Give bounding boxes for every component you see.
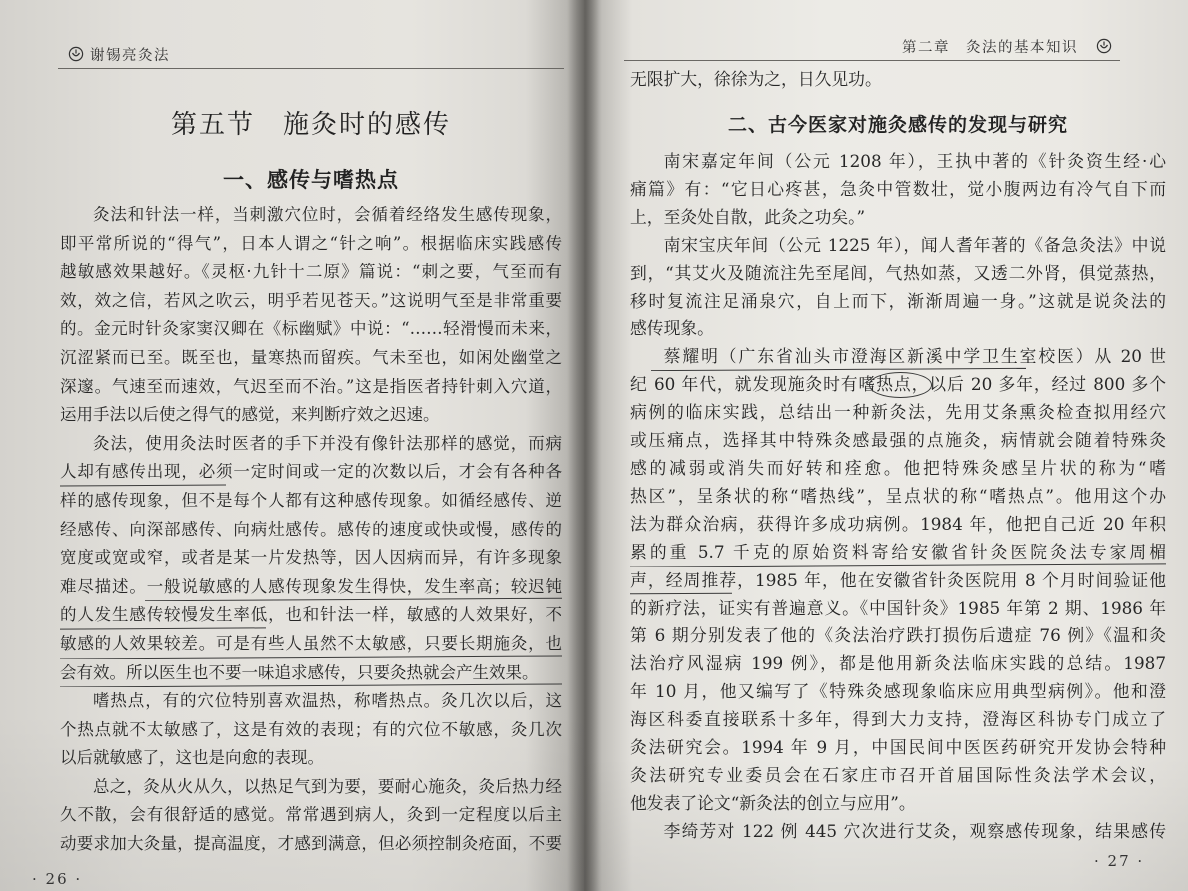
body-text-line: 嗜热点，有的穴位特别喜欢温热，称嗜热点。灸几次以后，这 <box>93 691 562 711</box>
section-title: 第五节 施灸时的感传 <box>170 110 451 140</box>
body-text-line: 的新疗法，证实有普遍意义。《中国针灸》1985 年第 2 期、1986 年 <box>630 597 1166 618</box>
continuation-line: 无限扩大，徐徐为之，日久见功。 <box>630 69 882 89</box>
body-text-line: 年 10 月，他又编写了《特殊灸感现象临床应用典型病例》。他和澄 <box>630 681 1166 702</box>
body-text-line: 感的减弱或消失而好转和痊愈。他把特殊灸感呈片状的称为“嗜 <box>630 457 1166 478</box>
body-text-line: 的人发生感传较慢发生率低，也和针法一样，敏感的人效果好，不 <box>60 601 562 630</box>
page-number: · 27 · <box>1094 852 1145 870</box>
left-page <box>0 0 584 891</box>
body-text-line: 总之，灸从火从久，以热足气到为要，要耐心施灸，灸后热力经 <box>93 776 562 796</box>
body-text-line: 到，“其艾火及随流注先至尾闾，气热如蒸，又透二外肾，俱觉蒸热， <box>630 262 1166 283</box>
body-text-line: 敏感的人效果较差。可是有些人虽然不太敏感，只要长期施灸，也 <box>60 630 562 659</box>
body-text-line: 运用手法以后使之得气的感觉，来判断疗效之迟速。 <box>60 405 440 425</box>
body-text-line: 即平常所说的“得气”，日本人谓之“针之响”。根据临床实践感传 <box>60 233 562 253</box>
body-text-line: 会有效。所以医生也不要一味追求感传，只要灸热就会产生效果。 <box>60 659 562 688</box>
body-text-line: 或压痛点，选择其中特殊灸感最强的点施灸，病情就会随着特殊灸 <box>630 430 1166 451</box>
body-text-line: 病例的临床实践，总结出一种新灸法，先用艾条熏灸检查拟用经穴 <box>630 402 1166 423</box>
body-text-line: 效，效之信，若风之吹云，明乎若见苍天。”这说明气至是非常重要 <box>60 290 562 310</box>
subsection-title: 一、感传与嗜热点 <box>223 167 399 192</box>
ornament-icon <box>68 46 84 62</box>
body-text-line: 南宋宝庆年间（公元 1225 年），闻人耆年著的《备急灸法》中说 <box>663 234 1166 255</box>
body-text-line: 热区”，呈条状的称“嗜热线”，呈点状的称“嗜热点”。他用这个办 <box>630 485 1166 506</box>
running-head: 第二章 灸法的基本知识 <box>902 40 1078 56</box>
body-text-line: 灸法，使用灸法时医者的手下并没有像针法那样的感觉，而病 <box>93 433 562 453</box>
body-text-line: 个热点就不太敏感了，这是有效的表现；有的穴位不敏感，灸几次 <box>60 719 562 739</box>
body-text-line: 法治疗风湿病 199 例》，都是他用新灸法临床实践的总结。1987 <box>630 653 1166 674</box>
body-text-line: 海区科委直接联系十多年，得到大力支持，澄海区科协专门成立了 <box>630 709 1166 730</box>
body-text <box>630 148 1166 846</box>
body-text-line: 越敏感效果越好。《灵枢·九针十二原》篇说：“刺之要，气至而有 <box>60 262 562 282</box>
body-text-line: 久不散，会有很舒适的感觉。常常遇到病人，灸到一定程度以后主 <box>60 805 562 825</box>
running-head: 谢锡亮灸法 <box>90 48 170 64</box>
body-text-line: 累的重 5.7 千克的原始资料寄给安徽省针灸医院灸法专家周楣 <box>630 539 1166 567</box>
body-text-line: 李绮芳对 122 例 445 穴次进行艾灸，观察感传现象，结果感传 <box>663 820 1166 841</box>
body-text-line: 动要求加大灸量，提高温度，才感到满意，但必须控制灸疮面，不要 <box>60 834 562 854</box>
subsection-title: 二、古今医家对施灸感传的发现与研究 <box>727 114 1068 136</box>
body-text-line: 经感传、向深部感传、向病灶感传。感传的速度或快或慢，感传的 <box>60 519 562 539</box>
body-text-line: 他发表了论文“新灸法的创立与应用”。 <box>630 792 916 813</box>
body-text-line: 感传现象。 <box>630 318 714 339</box>
body-text-line: 法为群众治病，获得许多成功病例。1984 年，他把自己近 20 年积 <box>630 513 1166 534</box>
body-text-line: 纪 60 年代，就发现施灸时有嗜热点，以后 20 多年，经过 800 多个 <box>630 371 1166 399</box>
body-text-line: 灸法和针法一样，当刺激穴位时，会循着经络发生感传现象， <box>93 205 562 224</box>
page-number: · 26 · <box>32 870 83 888</box>
body-text-line: 灸法研究专业委员会在石家庄市召开首届国际性灸法学术会议， <box>630 764 1166 785</box>
body-text-line: 声，经周推荐，1985 年，他在安徽省针灸医院用 8 个月时间验证他 <box>630 567 1166 595</box>
header-rule <box>58 68 564 69</box>
body-text-line: 宽度或宽或窄，或者是某一片发热等，因人因病而异，有许多现象 <box>60 548 562 568</box>
body-text-line: 上，至灸处自散，此灸之功矣。” <box>630 206 866 227</box>
right-page <box>584 0 1188 891</box>
body-text-line: 痛篇》有：“它日心疼甚，急灸中管数壮，觉小腹两边有冷气自下而 <box>630 178 1166 199</box>
header-rule <box>624 60 1120 61</box>
body-text-line: 蔡耀明（广东省汕头市澄海区新溪中学卫生室校医）从 20 世 <box>630 343 1166 371</box>
body-text-line: 南宋嘉定年间（公元 1208 年），王执中著的《针灸资生经·心 <box>663 151 1166 171</box>
body-text-line: 移时复流注足涌泉穴，自上而下，渐渐周遍一身。”这就是说灸法的 <box>630 290 1166 311</box>
body-text-line: 第 6 期分别发表了他的《灸法治疗跌打损伤后遗症 76 例》《温和灸 <box>630 625 1166 646</box>
ornament-icon <box>1096 38 1112 54</box>
body-text-line: 样的感传现象，但不是每个人都有这种感传现象。如循经感传、逆 <box>60 490 562 510</box>
body-text-line: 灸法研究会。1994 年 9 月，中国民间中医医药研究开发协会特种 <box>630 737 1166 758</box>
body-text <box>60 201 562 859</box>
body-text-line: 深邃。气速至而速效，气迟至而不治。”这是指医者持针刺入穴道， <box>60 376 562 396</box>
body-text-line: 沉涩紧而已至。既至也，量寒热而留疾。气未至也，如闲处幽堂之 <box>60 347 562 367</box>
body-text-line: 难尽描述。一般说敏感的人感传现象发生得快，发生率高；较迟钝 <box>60 573 562 602</box>
body-text-line: 人却有感传出现，必须一定时间或一定的次数以后，才会有各种各 <box>60 458 562 487</box>
body-text-line: 的。金元时针灸家窦汉卿在《标幽赋》中说：“……轻滑慢而未来， <box>60 319 562 339</box>
body-text-line: 以后就敏感了，这也是向愈的表现。 <box>60 748 324 768</box>
